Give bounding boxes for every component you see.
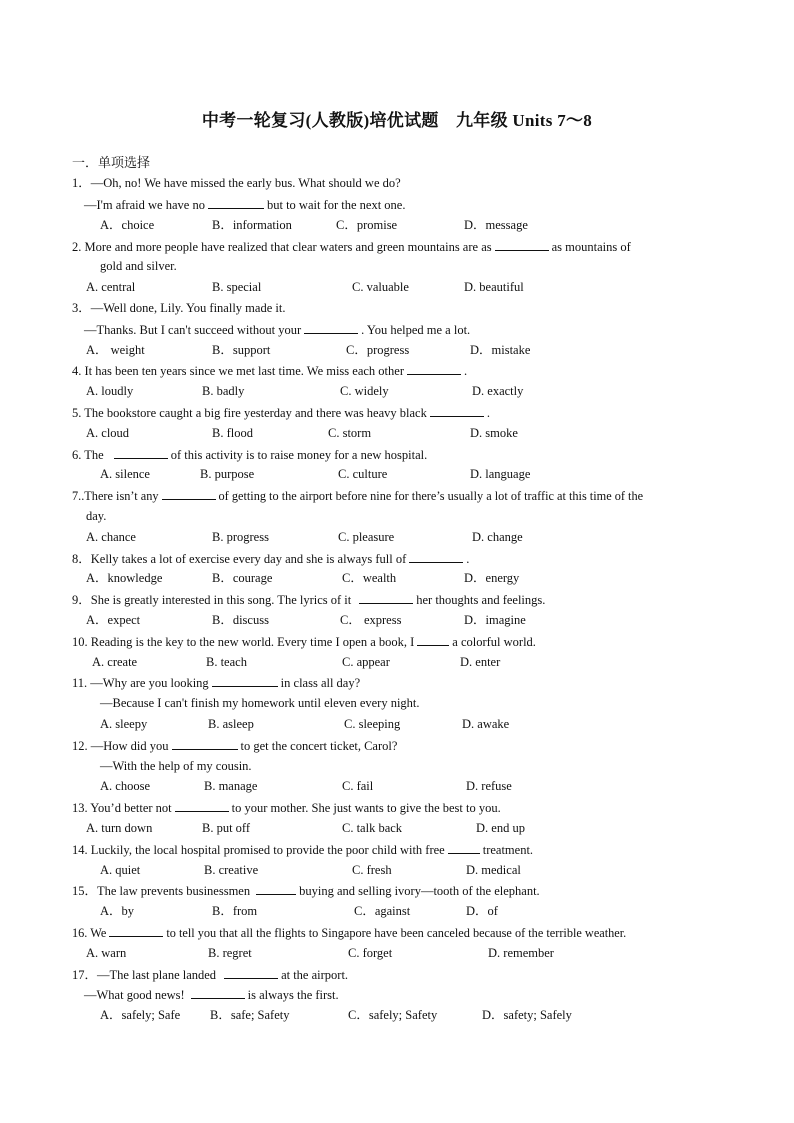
question-14-stem: 14. Luckily, the local hospital promised to provide the poor child with free treatment.: [72, 843, 534, 857]
option-b: B. creative: [204, 863, 259, 877]
option-b: B. progress: [212, 530, 269, 544]
option-c: C. fail: [342, 779, 374, 793]
page-title: 中考一轮复习(人教版)培优试题 九年级 Units 7～8: [201, 111, 593, 130]
option-a: A．knowledge: [86, 571, 163, 585]
question-12-reply: —With the help of my cousin.: [100, 759, 252, 773]
question-12-stem: 12. —How did you to get the concert ticket, Carol?: [72, 739, 398, 753]
option-b: B．safe; Safety: [210, 1008, 290, 1022]
option-a: A. create: [92, 655, 138, 669]
option-d: D．mistake: [470, 343, 531, 357]
answer-blank[interactable]: [430, 404, 484, 417]
option-a: A. choose: [100, 779, 150, 793]
option-c: C. valuable: [352, 280, 409, 294]
option-b: B. asleep: [208, 717, 254, 731]
question-17-stem: 17．—The last plane landed at the airport.: [72, 968, 349, 982]
option-a: A． weight: [86, 343, 145, 357]
answer-blank[interactable]: [172, 737, 238, 750]
option-d: D．imagine: [464, 613, 526, 627]
option-d: D. change: [472, 530, 523, 544]
option-b: B. special: [212, 280, 262, 294]
option-b: B. put off: [202, 821, 251, 835]
option-d: D．message: [464, 218, 528, 232]
option-c: C. appear: [342, 655, 390, 669]
option-c: C. forget: [348, 946, 393, 960]
question-9-stem: 9．She is greatly interested in this song. The lyrics of it her thoughts and feelings.: [72, 593, 546, 607]
option-c: C. sleeping: [344, 717, 401, 731]
option-a: A．safely; Safe: [100, 1008, 181, 1022]
question-7-stem: 7..There isn’t any of getting to the airport before nine for there’s usually a lot of traffic at this time of the: [72, 489, 644, 503]
question-17-reply: —What good news! is always the first.: [84, 988, 339, 1002]
option-c: C．progress: [346, 343, 410, 357]
option-c: C．promise: [336, 218, 398, 232]
option-b: B. teach: [206, 655, 247, 669]
answer-blank[interactable]: [224, 966, 278, 979]
answer-blank[interactable]: [109, 924, 163, 937]
answer-blank[interactable]: [114, 446, 168, 459]
question-1-reply: —I'm afraid we have no but to wait for the next one.: [84, 198, 406, 212]
question-7-stem-cont: day.: [86, 509, 107, 523]
option-a: A. turn down: [86, 821, 153, 835]
option-c: C. fresh: [352, 863, 392, 877]
option-a: A. central: [86, 280, 136, 294]
option-d: D. exactly: [472, 384, 524, 398]
option-a: A. chance: [86, 530, 136, 544]
option-d: D. end up: [476, 821, 525, 835]
question-2-stem-cont: gold and silver.: [100, 259, 177, 273]
answer-blank[interactable]: [409, 550, 463, 563]
option-a: A．by: [100, 904, 135, 918]
option-b: B. purpose: [200, 467, 255, 481]
answer-blank[interactable]: [495, 238, 549, 251]
question-11-stem: 11. —Why are you looking in class all day?: [72, 676, 361, 690]
question-15-stem: 15．The law prevents businessmen buying and selling ivory—tooth of the elephant.: [72, 884, 540, 898]
option-b: B. flood: [212, 426, 253, 440]
question-6-stem: 6. The of this activity is to raise money for a new hospital.: [72, 448, 428, 462]
question-8-stem: 8．Kelly takes a lot of exercise every day and she is always full of .: [72, 552, 470, 566]
option-b: B．discuss: [212, 613, 269, 627]
option-c: C. talk back: [342, 821, 403, 835]
option-c: C. pleasure: [338, 530, 395, 544]
option-b: B．from: [212, 904, 258, 918]
option-b: B．courage: [212, 571, 273, 585]
option-d: D. refuse: [466, 779, 512, 793]
question-11-reply: —Because I can't finish my homework until eleven every night.: [100, 696, 420, 710]
option-c: C．against: [354, 904, 411, 918]
option-d: D．safety; Safely: [482, 1008, 572, 1022]
option-d: D. remember: [488, 946, 554, 960]
option-d: D. beautiful: [464, 280, 524, 294]
option-d: D. awake: [462, 717, 510, 731]
option-d: D. smoke: [470, 426, 518, 440]
question-13-stem: 13. You’d better not to your mother. She just wants to give the best to you.: [72, 801, 501, 815]
option-b: B. badly: [202, 384, 245, 398]
option-a: A. loudly: [86, 384, 134, 398]
answer-blank[interactable]: [304, 321, 358, 334]
question-5-stem: 5. The bookstore caught a big fire yesterday and there was heavy black .: [72, 406, 490, 420]
answer-blank[interactable]: [417, 633, 449, 646]
option-a: A. sleepy: [100, 717, 148, 731]
answer-blank[interactable]: [175, 799, 229, 812]
option-c: C．safely; Safety: [348, 1008, 438, 1022]
option-b: B．support: [212, 343, 271, 357]
option-d: D．of: [466, 904, 498, 918]
option-c: C． express: [340, 613, 402, 627]
question-10-stem: 10. Reading is the key to the new world. Every time I open a book, I a colorful world.: [72, 635, 536, 649]
question-3-stem: 3．—Well done, Lily. You finally made it.: [72, 301, 286, 315]
section-heading: 一．单项选择: [72, 155, 151, 170]
option-b: B. regret: [208, 946, 252, 960]
answer-blank[interactable]: [256, 882, 296, 895]
option-d: D. language: [470, 467, 531, 481]
answer-blank[interactable]: [212, 674, 278, 687]
option-a: A. warn: [86, 946, 127, 960]
option-c: C. widely: [340, 384, 389, 398]
question-3-reply: —Thanks. But I can't succeed without your . You helped me a lot.: [84, 323, 471, 337]
option-d: D．energy: [464, 571, 520, 585]
option-d: D. enter: [460, 655, 501, 669]
option-c: C. culture: [338, 467, 388, 481]
option-b: B. manage: [204, 779, 258, 793]
option-d: D. medical: [466, 863, 521, 877]
answer-blank[interactable]: [162, 487, 216, 500]
question-4-stem: 4. It has been ten years since we met last time. We miss each other .: [72, 364, 468, 378]
option-a: A. cloud: [86, 426, 130, 440]
answer-blank[interactable]: [359, 591, 413, 604]
answer-blank[interactable]: [208, 196, 264, 209]
option-a: A．choice: [100, 218, 155, 232]
option-c: C．wealth: [342, 571, 397, 585]
option-a: A. silence: [100, 467, 150, 481]
answer-blank[interactable]: [448, 841, 480, 854]
answer-blank[interactable]: [191, 986, 245, 999]
option-a: A. quiet: [100, 863, 141, 877]
question-2-stem: 2. More and more people have realized that clear waters and green mountains are as as mountains of: [72, 240, 631, 254]
answer-blank[interactable]: [407, 362, 461, 375]
question-16-stem: 16. We to tell you that all the flights to Singapore have been canceled because of the terrible weather.: [72, 926, 627, 940]
option-a: A．expect: [86, 613, 141, 627]
option-b: B．information: [212, 218, 292, 232]
question-1-stem: 1．—Oh, no! We have missed the early bus. What should we do?: [72, 176, 401, 190]
option-c: C. storm: [328, 426, 372, 440]
